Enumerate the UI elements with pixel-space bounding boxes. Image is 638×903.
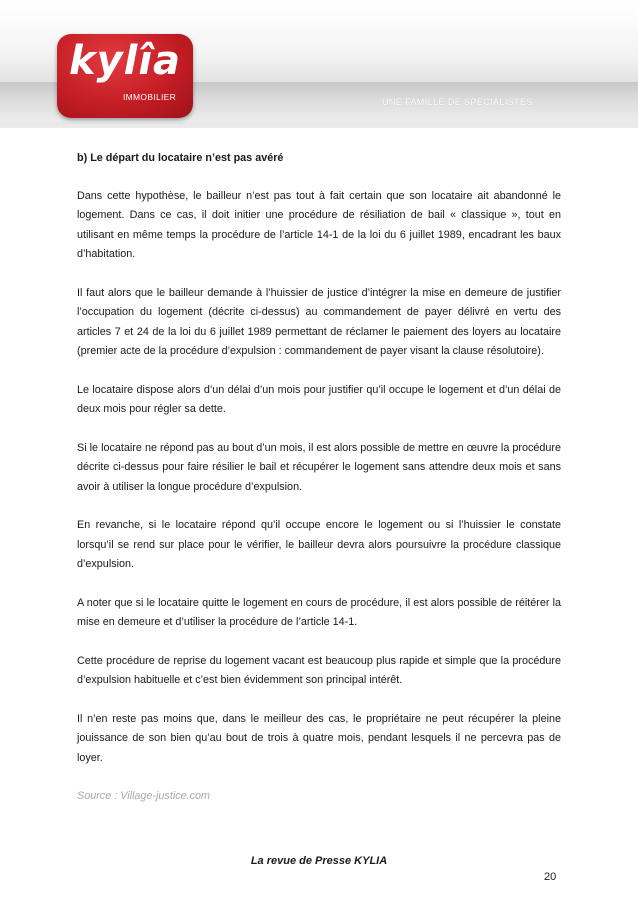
header-banner <box>0 4 638 128</box>
paragraph: Le locataire dispose alors d’un délai d’un mois pour justifier qu’il occupe le logement et d’un délai de deux mois pour régler sa dette. <box>77 383 561 415</box>
tagline: UNE FAMILLE DE SPECIALISTES <box>382 97 533 107</box>
source-citation: Source : Village-justice.com <box>77 790 211 802</box>
article-body <box>77 149 561 807</box>
paragraph: Si le locataire ne répond pas au bout d’un mois, il est alors possible de mettre en œuvre la procédure décrite ci-dessus pour faire résilier le bail et récupérer le logement sans attendre deux mois et sans avoir à utiliser la longue procédure d’expulsion. <box>77 441 561 493</box>
logo-subtext: IMMOBILIER <box>123 92 177 102</box>
logo-text: kylîa <box>68 38 182 84</box>
kylia-logo <box>57 34 193 118</box>
section-heading: b) Le départ du locataire n’est pas avéré <box>77 152 284 164</box>
footer-title: La revue de Presse KYLIA <box>250 855 388 867</box>
paragraph: Il faut alors que le bailleur demande à l’huissier de justice d’intégrer la mise en demeure de justifier l’occupation du logement (décrite ci-dessus) au commandement de payer délivré en vertu des articles 7 et 24 de la loi du 6 juillet 1989 permettant de réclamer le paiement des loyers au locataire (premier acte de la procédure d’expulsion : commandement de payer visant la clause résolutoire). <box>77 286 561 357</box>
page-number: 20 <box>544 871 557 883</box>
paragraph: Cette procédure de reprise du logement vacant est beaucoup plus rapide et simple que la procédure d’expulsion habituelle et c’est bien évidemment son principal intérêt. <box>77 654 561 686</box>
paragraph: En revanche, si le locataire répond qu’il occupe encore le logement ou si l’huissier le constate lorsqu’il se rend sur place pour le vérifier, le bailleur devra alors poursuivre la procédure classique d’expulsion. <box>77 519 561 570</box>
paragraph: Dans cette hypothèse, le bailleur n’est pas tout à fait certain que son locataire ait abandonné le logement. Dans ce cas, il doit initier une procédure de résiliation de bail « classique », tout en utilisant en même temps la procédure de l’article 14-1 de la loi du 6 juillet 1989, encadrant les baux d’habitation. <box>77 189 561 260</box>
paragraph: Il n’en reste pas moins que, dans le meilleur des cas, le propriétaire ne peut récupérer la pleine jouissance de son bien qu’au bout de trois à quatre mois, pendant lesquels il ne percevra pas de loyer. <box>77 712 561 764</box>
paragraph: A noter que si le locataire quitte le logement en cours de procédure, il est alors possible de réitérer la mise en demeure et d’utiliser la procédure de l’article 14-1. <box>77 596 561 628</box>
